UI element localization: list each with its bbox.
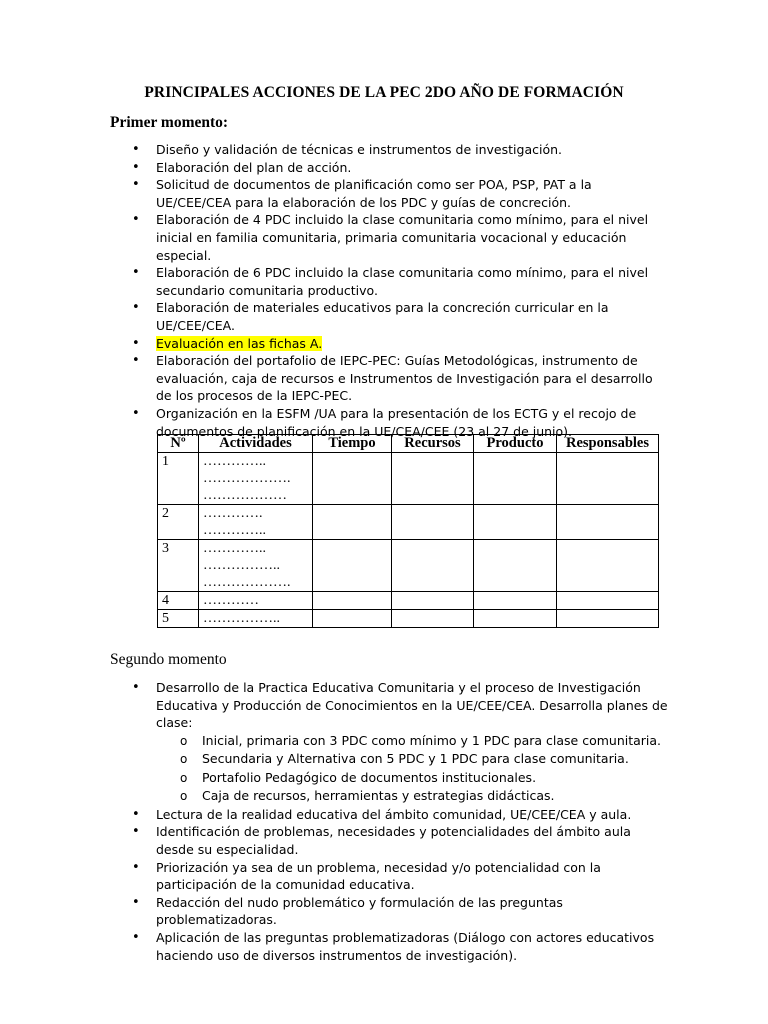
activity-cell: ……………..: [199, 610, 313, 628]
responsables-cell: [557, 610, 659, 628]
table-row: [158, 505, 659, 540]
activity-cell: ………….. ………………. ………………: [199, 453, 313, 505]
bullet-icon: •: [132, 142, 140, 157]
bullet-icon: •: [132, 680, 140, 695]
list-item: • Identificación de problemas, necesidades y potencialidades del ámbito aula desde su especialidad.: [132, 824, 631, 857]
responsables-cell: [557, 540, 659, 592]
bullet-icon: •: [132, 894, 140, 910]
tiempo-cell: [313, 453, 392, 505]
table-row: [158, 592, 659, 610]
responsables-cell: [557, 505, 659, 540]
col-header-responsables: Responsables: [557, 435, 659, 453]
producto-cell: [474, 610, 557, 628]
list-item: • Priorización ya sea de un problema, necesidad y/o potencialidad con la participación de la comunidad educativa.: [132, 859, 601, 893]
producto-cell: [474, 540, 557, 592]
document-title: PRINCIPALES ACCIONES DE LA PEC 2DO AÑO DE FORMACIÓN: [144, 84, 624, 101]
recursos-cell: [392, 505, 474, 540]
recursos-cell: [392, 540, 474, 592]
tiempo-cell: [313, 540, 392, 592]
list-item: • Redacción del nudo problemático y formulación de las preguntas problematizadoras.: [132, 894, 563, 928]
responsables-cell: [557, 453, 659, 505]
list-item: • Elaboración del portafolio de IEPC-PEC: Guías Metodológicas, instrumento de evaluación, caja de recursos e Instrumentos de Investigación para el desarrollo de los procesos de la IEPC-PEC.: [132, 353, 653, 404]
bullet-icon: •: [132, 265, 140, 281]
bullet-icon: •: [132, 929, 140, 945]
bullet-icon: •: [132, 335, 140, 351]
list-item: • Elaboración de 6 PDC incluido la clase comunitaria como mínimo, para el nivel secundario comunitaria productivo.: [132, 265, 649, 298]
producto-cell: [474, 453, 557, 505]
row-number: 2: [158, 505, 199, 540]
sub-list-item: o Portafolio Pedagógico de documentos institucionales.: [156, 769, 670, 788]
producto-cell: [474, 592, 557, 610]
bullet-icon: •: [132, 405, 140, 421]
table-row: [158, 453, 659, 505]
bullet-icon: •: [132, 859, 140, 875]
recursos-cell: [392, 610, 474, 628]
bullet-icon: •: [132, 159, 140, 175]
circle-bullet-icon: o: [180, 733, 188, 748]
bullet-icon: •: [132, 177, 140, 193]
row-number: 5: [158, 610, 199, 628]
bullet-icon: •: [132, 806, 140, 822]
list-item-highlighted: [110, 335, 670, 353]
table-header-row: [158, 435, 659, 453]
segundo-momento-list: [110, 679, 670, 964]
list-item: • Diseño y validación de técnicas e instrumentos de investigación.: [132, 142, 562, 157]
tiempo-cell: [313, 592, 392, 610]
tiempo-cell: [313, 610, 392, 628]
activity-cell: …………: [199, 592, 313, 610]
table-row: [158, 540, 659, 592]
bullet-icon: •: [132, 212, 140, 228]
row-number: 1: [158, 453, 199, 505]
activity-cell: …………. …………..: [199, 505, 313, 540]
table-row: [158, 610, 659, 628]
sub-list-item: o Secundaria y Alternativa con 5 PDC y 1 PDC para clase comunitaria.: [156, 750, 670, 769]
col-header-recursos: Recursos: [392, 435, 474, 453]
bullet-icon: •: [132, 300, 140, 316]
list-item: • Solicitud de documentos de planificación como ser POA, PSP, PAT a la UE/CEE/CEA para la elaboración de los PDC y guías de concreción.: [132, 177, 592, 210]
list-item: • Elaboración del plan de acción.: [132, 159, 352, 175]
sub-list: [156, 732, 670, 806]
producto-cell: [474, 505, 557, 540]
segundo-momento-heading: Segundo momento: [110, 651, 227, 668]
activity-cell: ………….. …………….. ……………….: [199, 540, 313, 592]
primer-momento-list: [110, 141, 670, 440]
list-item: • Lectura de la realidad educativa del ámbito comunidad, UE/CEE/CEA y aula.: [132, 806, 632, 822]
recursos-cell: [392, 453, 474, 505]
list-item: • Aplicación de las preguntas problematizadoras (Diálogo con actores educativos haciendo uso de diversos instrumentos de investigación).: [132, 929, 655, 963]
primer-momento-heading: Primer momento:: [110, 114, 229, 131]
sub-list-item: o Inicial, primaria con 3 PDC como mínimo y 1 PDC para clase comunitaria.: [156, 732, 670, 751]
tiempo-cell: [313, 505, 392, 540]
list-item: • Elaboración de 4 PDC incluido la clase comunitaria como mínimo, para el nivel inicial en familia comunitaria, primaria comunitaria vocacional y educación especial.: [132, 212, 649, 263]
circle-bullet-icon: o: [180, 770, 188, 785]
bullet-icon: •: [132, 353, 140, 369]
list-item: • Elaboración de materiales educativos para la concreción curricular en la UE/CEE/CEA.: [132, 300, 609, 333]
responsables-cell: [557, 592, 659, 610]
circle-bullet-icon: o: [180, 752, 188, 767]
row-number: 3: [158, 540, 199, 592]
circle-bullet-icon: o: [180, 789, 188, 804]
col-header-actividades: Actividades: [199, 435, 313, 453]
row-number: 4: [158, 592, 199, 610]
activities-table: [157, 434, 659, 628]
col-header-producto: Producto: [474, 435, 557, 453]
sub-list-item: o Caja de recursos, herramientas y estrategias didácticas.: [156, 787, 670, 806]
list-item: • Organización en la ESFM /UA para la presentación de los ECTG y el recojo de documentos de planificación en la UE/CEA/CEE (23 al 27 de junio).: [132, 405, 637, 439]
recursos-cell: [392, 592, 474, 610]
list-item: • Desarrollo de la Practica Educativa Comunitaria y el proceso de Investigación Educativa y Producción de Conocimientos en la UE/CEE/CEA. Desarrolla planes de clase: o Inicial, primaria con 3 PDC como mínimo y 1 PDC para clase comunitaria. o Secundaria y Alternativa con 5 PDC y 1 PDC para clase comunitaria. o Portafolio Pedagógico de documentos institucionales. o Caja de recursos, herramientas y estrategias didácticas.: [110, 679, 670, 806]
highlighted-text: Evaluación en las fichas A.: [156, 335, 323, 351]
bullet-icon: •: [132, 824, 140, 840]
col-header-num: Nº: [158, 435, 199, 453]
col-header-tiempo: Tiempo: [313, 435, 392, 453]
